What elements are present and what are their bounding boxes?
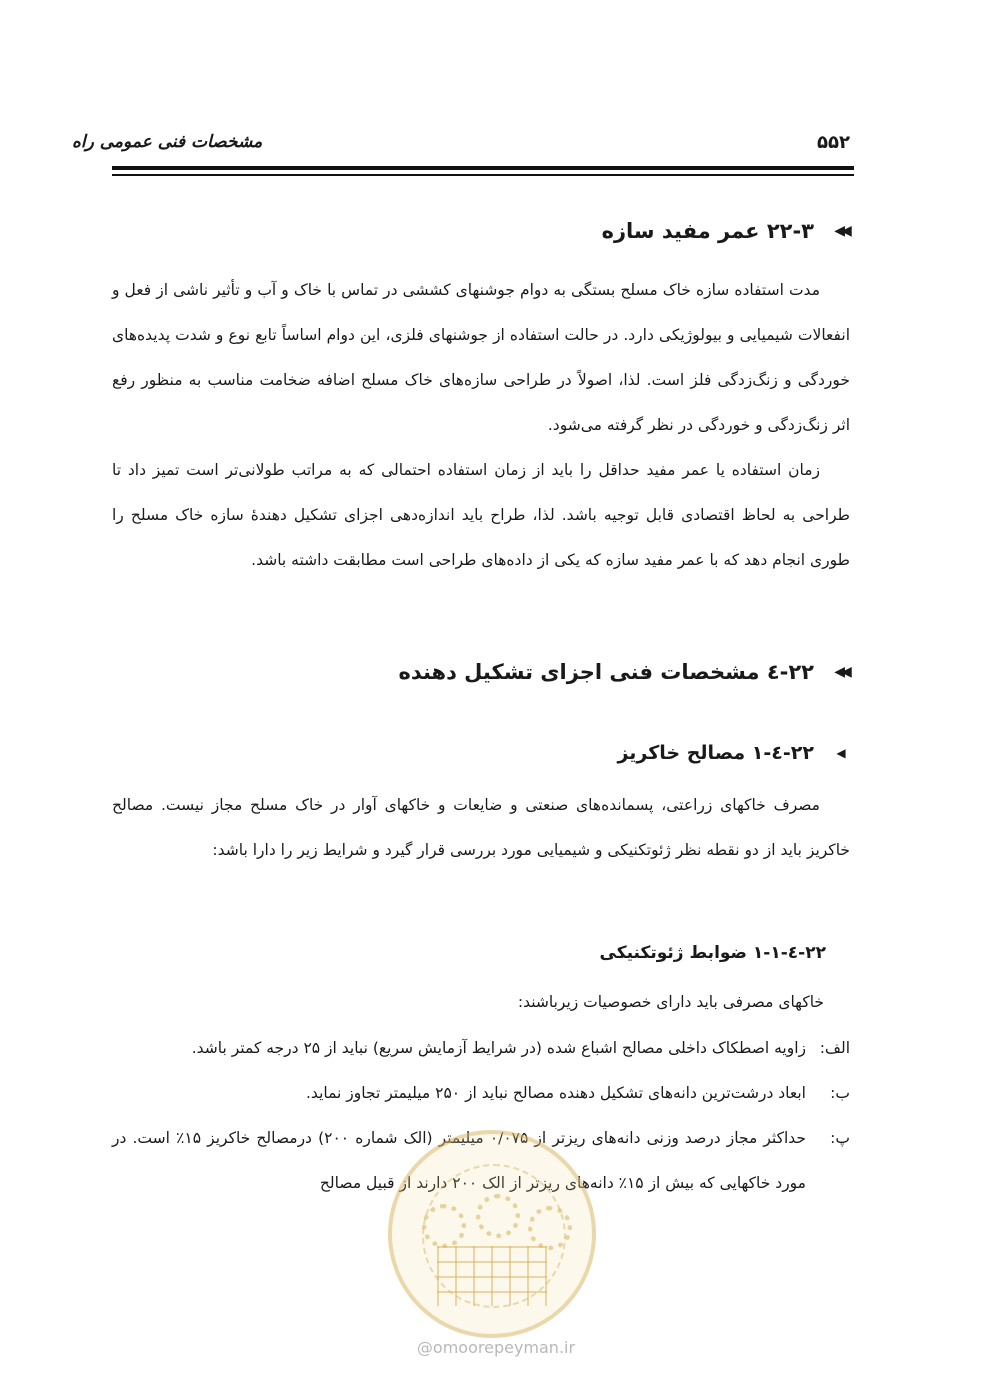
header-rule-thin: [112, 174, 854, 176]
list-intro: خاکهای مصرفی باید دارای خصوصیات زیرباشند:: [517, 993, 824, 1011]
list-item-be: [112, 1071, 850, 1116]
list-item-text: حداکثر مجاز درصد وزنی دانه‌های ریزتر از ۰/۰۷۵ میلیمتر (الک شماره ۲۰۰) درمصالح خاکریز ۱۵٪ است. در مورد خاکهایی که بیش از ۱۵٪ دانه‌های ریزتر از الک ۲۰۰ دارند از قبیل مصالح: [112, 1129, 806, 1192]
list-item-alef: [112, 1026, 850, 1071]
subsubsection-heading-22-4-1-1: ۲۲-٤-۱-۱ ضوابط ژئوتکنیکی: [599, 943, 826, 963]
subsection-heading-22-4-1: [617, 742, 854, 764]
section-heading-text: ۲۲-۳ عمر مفید سازه: [601, 219, 814, 243]
gear-icon: [528, 1206, 572, 1250]
body-paragraph: زمان استفاده یا عمر مفید حداقل را باید از زمان استفاده احتمالی که به مراتب طولانی‌تر است تمیز داد تا طراحی به لحاظ اقتصادی قابل توجیه باشد. لذا، طراح باید اندازه‌دهی اجزای تشکیل دهندهٔ سازه خاک مسلح را طوری انجام دهد که با عمر مفید سازه که یکی از داده‌های طراحی است مطابقت داشته باشد.: [112, 461, 850, 569]
header-rule-thick: [112, 166, 854, 170]
subsection-heading-text: ۲۲-٤-۱ مصالح خاکریز: [617, 742, 814, 764]
watermark-grid: [437, 1246, 547, 1306]
gear-icon: [476, 1194, 520, 1238]
section-heading-text: ۲۲-٤ مشخصات فنی اجزای تشکیل دهنده: [398, 660, 814, 684]
watermark-logo: [388, 1130, 596, 1338]
page-number: ۵۵۲: [817, 132, 850, 153]
watermark-url: @omoorepeyman.ir: [416, 1338, 576, 1357]
gear-icon: [422, 1204, 466, 1248]
arrow-icon: ◀: [836, 746, 846, 760]
list-item-text: ابعاد درشت‌ترین دانه‌های تشکیل دهنده مصالح نباید از ۲۵۰ میلیمتر تجاوز نماید.: [306, 1084, 806, 1102]
body-paragraph: مصرف خاکهای زراعتی، پسمانده‌های صنعتی و ضایعات و خاکهای آوار در خاک مسلح مجاز نیست. مصالح خاکریز باید از دو نقطه نظر ژئوتکنیکی و شیمیایی مورد بررسی قرار گیرد و شرایط زیر را دارا باشد:: [112, 796, 850, 859]
section-heading-22-4: [398, 660, 854, 684]
double-arrow-icon: ◀◀: [834, 664, 848, 680]
section-heading-22-3: [602, 219, 854, 243]
list-item-label: پ:: [830, 1129, 850, 1147]
list-item-text: زاویه اصطکاک داخلی مصالح اشباع شده (در شرایط آزمایش سریع) نباید از ۲۵ درجه کمتر باشد.: [191, 1039, 806, 1057]
double-arrow-icon: ◀◀: [834, 223, 848, 239]
list-item-label: ب:: [830, 1084, 850, 1102]
body-paragraph: مدت استفاده سازه خاک مسلح بستگی به دوام جوشنهای کششی در تماس با خاک و آب و تأثیر ناشی از فعل و انفعالات شیمیایی و بیولوژیکی دارد. در حالت استفاده از جوشنهای فلزی، این دوام اساساً تابع نوع و شدت پدیده‌های خوردگی و زنگ‌زدگی فلز است. لذا، اصولاً در طراحی سازه‌های خاک مسلح اضافه ضخامت مناسب به منظور رفع اثر زنگ‌زدگی و خوردگی در نظر گرفته می‌شود.: [112, 281, 850, 434]
running-header-title: مشخصات فنی عمومی راه: [72, 132, 263, 152]
list-item-label: الف:: [819, 1039, 850, 1057]
